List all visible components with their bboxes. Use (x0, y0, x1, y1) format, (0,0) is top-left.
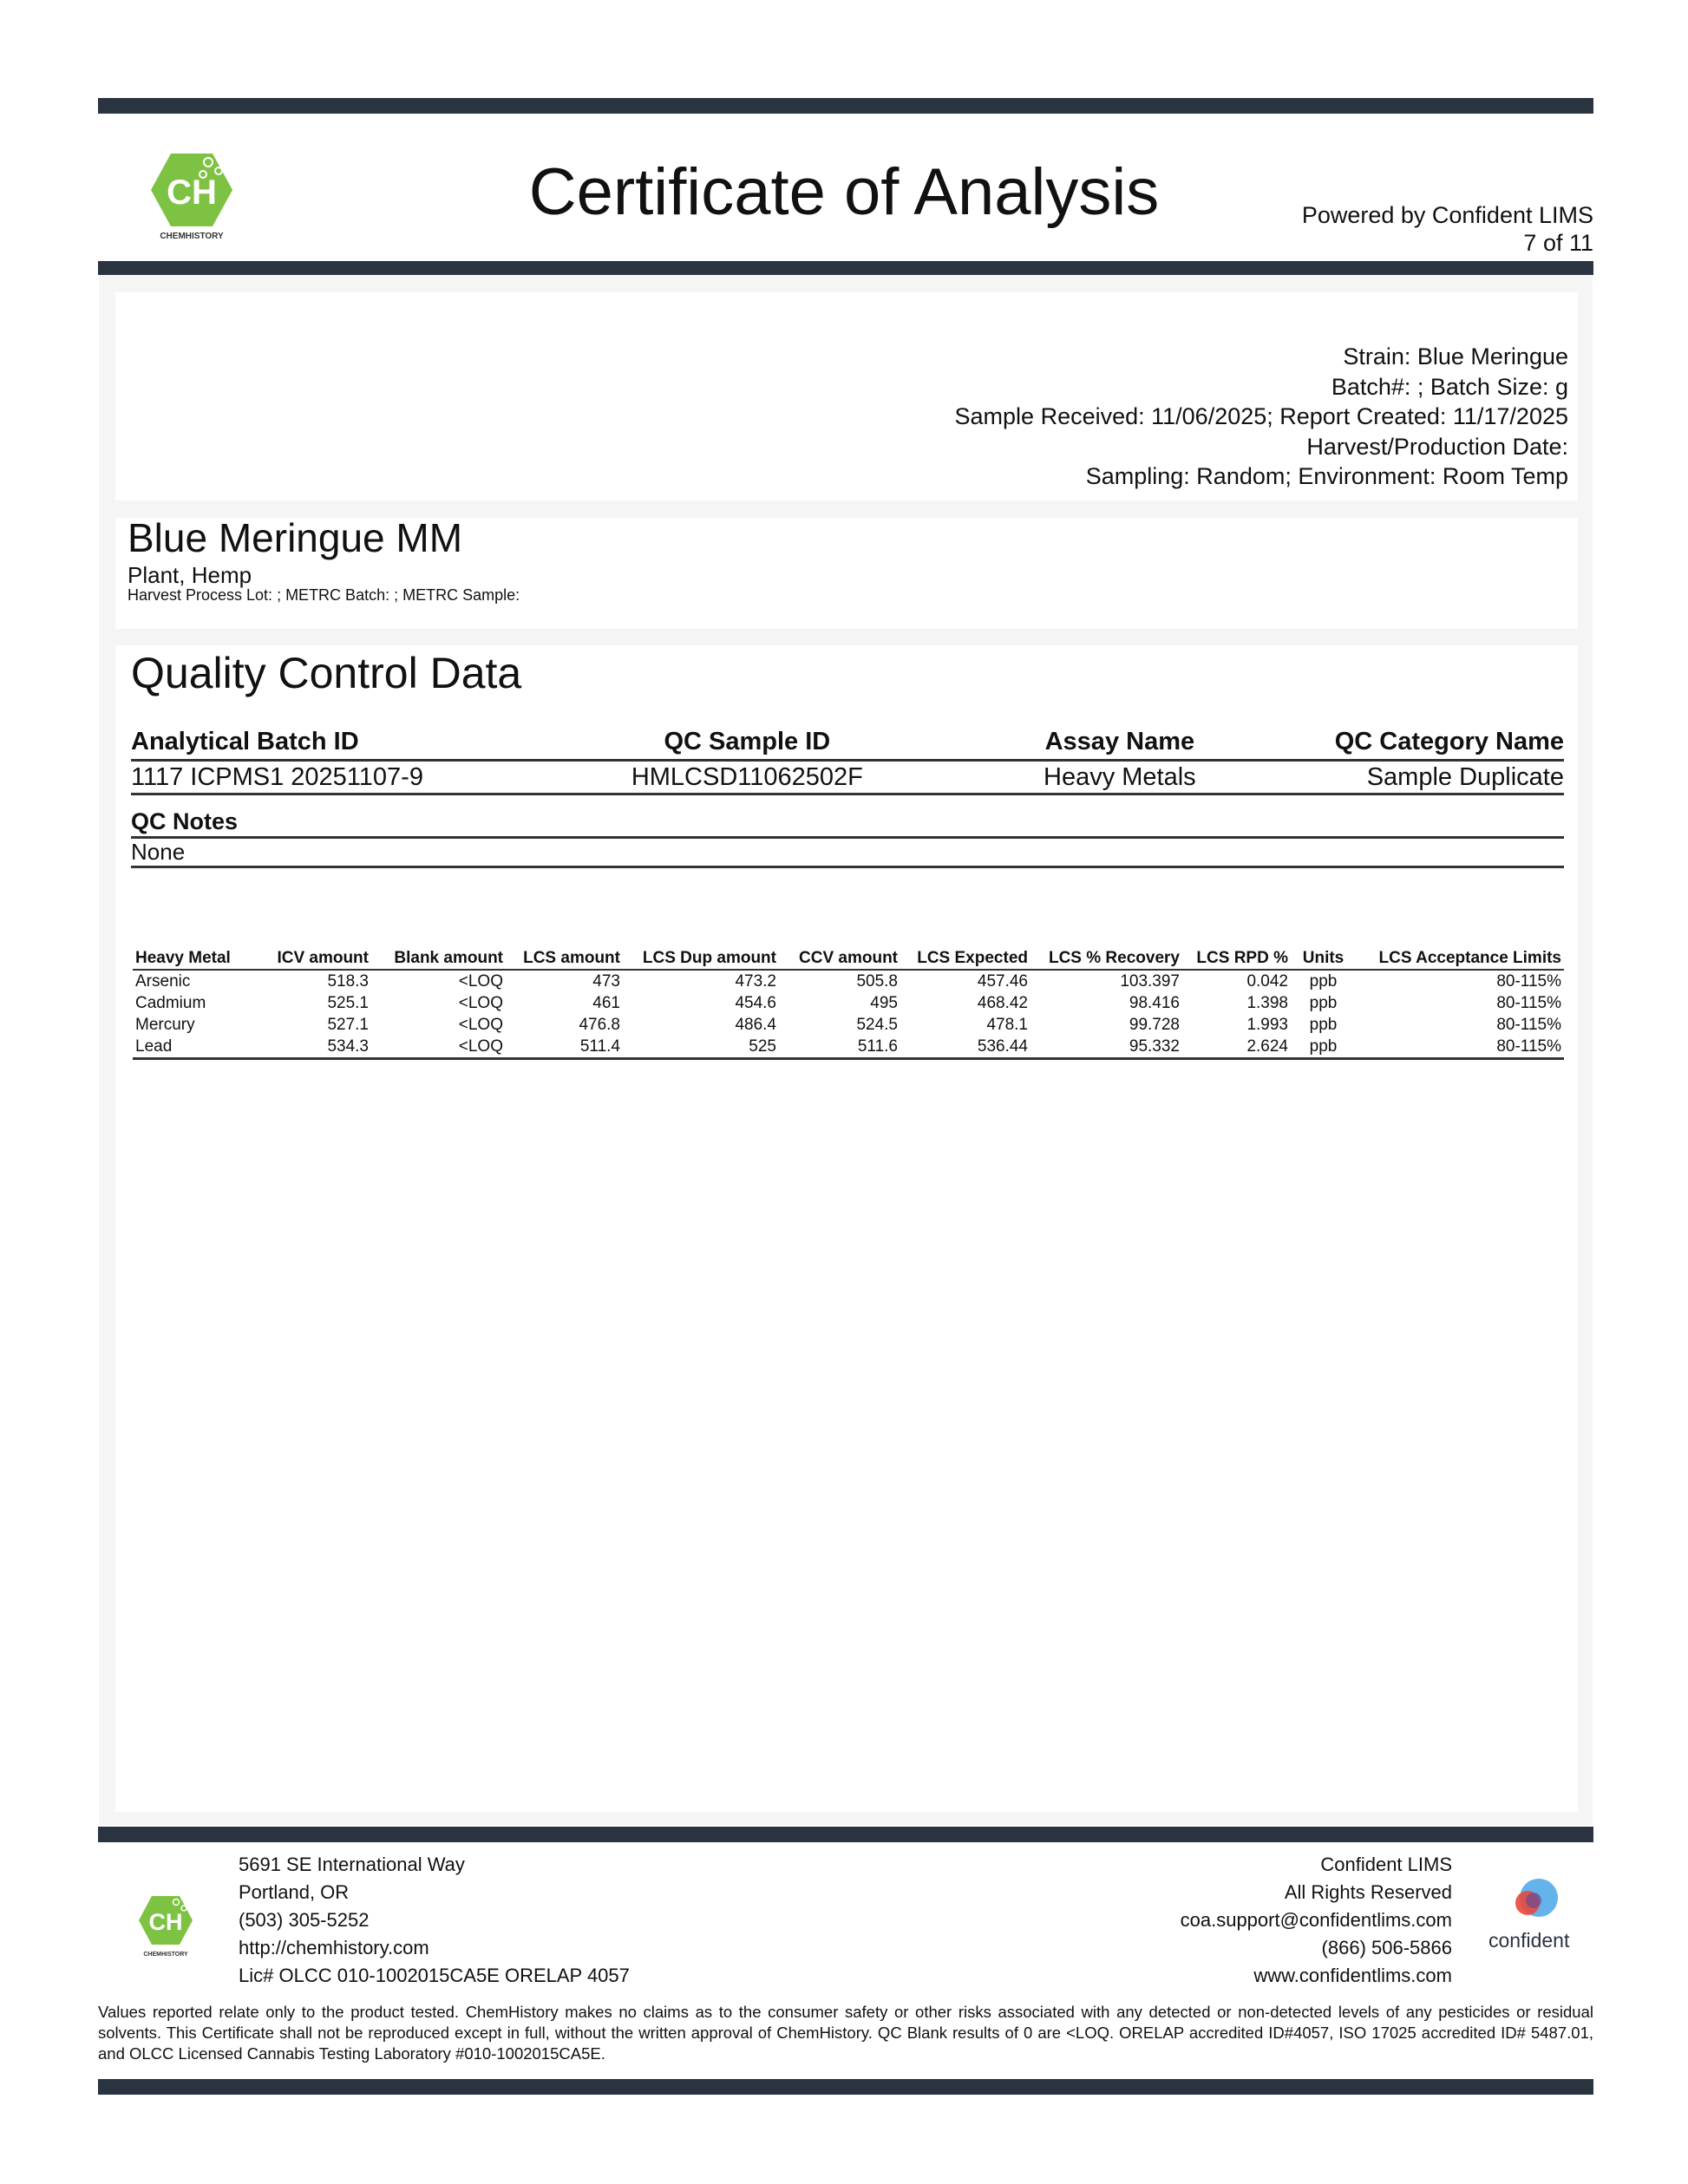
lcs-recovery: 103.397 (1120, 972, 1180, 991)
confident-logo-icon (1499, 1873, 1568, 1929)
icv-amount: 527.1 (327, 1016, 369, 1034)
blank-amount: <LOQ (458, 972, 503, 991)
table-header-row (131, 724, 1564, 761)
table-row (133, 992, 1564, 1014)
lcs-expected: 468.42 (977, 994, 1028, 1012)
units: ppb (1309, 972, 1338, 991)
icv-amount: 518.3 (327, 972, 369, 991)
header-qc-category-name: QC Category Name (1278, 724, 1564, 761)
lcs-amount: 461 (592, 994, 620, 1012)
header-acceptance-limits: LCS Acceptance Limits (1356, 948, 1564, 970)
blank-amount: <LOQ (458, 994, 503, 1012)
ccv-amount: 511.6 (779, 1036, 900, 1059)
sample-info (955, 342, 1568, 492)
header-analytical-batch-id: Analytical Batch ID (131, 724, 533, 761)
lcs-dup-amount: 486.4 (735, 1016, 776, 1034)
top-bar (98, 98, 1593, 114)
metal-name: Lead (133, 1036, 263, 1059)
batch: Batch#: ; Batch Size: g (1331, 373, 1568, 400)
header-heavy-metal: Heavy Metal (133, 948, 263, 970)
lcs-expected: 457.46 (977, 972, 1028, 991)
metal-name: Arsenic (135, 972, 191, 991)
ccv-amount: 505.8 (856, 972, 898, 991)
logo-letters: CH (167, 173, 217, 212)
powered-by (1302, 201, 1593, 257)
lims-rights: All Rights Reserved (1284, 1881, 1452, 1903)
units: ppb (1291, 1036, 1356, 1059)
confident-wordmark: confident (1488, 1929, 1570, 1952)
page-number: 7 of 11 (1523, 230, 1593, 256)
lcs-dup-amount: 525 (623, 1036, 779, 1059)
table-row (133, 1014, 1564, 1036)
lims-email: coa.support@confidentlims.com (1180, 1909, 1452, 1931)
header-lcs-expected: LCS Expected (900, 948, 1030, 970)
footer-logo-letters: CH (148, 1909, 183, 1935)
page-title: Certificate of Analysis (528, 155, 1160, 229)
footer-logo-hexagon-icon (137, 1893, 200, 1961)
qc-notes-value: None (131, 838, 1564, 868)
metal-name: Mercury (135, 1016, 195, 1034)
units: ppb (1309, 994, 1338, 1012)
lcs-rpd: 1.993 (1246, 1016, 1288, 1034)
blank-amount: <LOQ (371, 1036, 506, 1059)
ccv-amount: 524.5 (856, 1016, 898, 1034)
harvest-date: Harvest/Production Date: (1306, 433, 1568, 460)
units: ppb (1309, 1016, 1338, 1034)
header-qc-sample-id: QC Sample ID (533, 724, 963, 761)
ccv-amount: 495 (870, 994, 898, 1012)
header-ccv-amount: CCV amount (779, 948, 900, 970)
powered-by-text: Powered by Confident LIMS (1301, 202, 1593, 228)
product-name: Blue Meringue MM (128, 515, 463, 560)
qc-sample-id: HMLCSD11062502F (533, 761, 963, 794)
lcs-amount: 473 (592, 972, 620, 991)
lcs-expected: 478.1 (986, 1016, 1028, 1034)
address-license: Lic# OLCC 010-1002015CA5E ORELAP 4057 (239, 1965, 630, 1986)
table-row (133, 970, 1564, 992)
assay-name: Heavy Metals (962, 761, 1277, 794)
acceptance-limits: 80-115% (1496, 1016, 1561, 1034)
lims-website: www.confidentlims.com (1253, 1965, 1452, 1986)
sampling: Sampling: Random; Environment: Room Temp (1085, 463, 1568, 489)
lcs-recovery: 99.728 (1129, 1016, 1180, 1034)
header-lcs-recovery: LCS % Recovery (1030, 948, 1182, 970)
header-assay-name: Assay Name (962, 724, 1277, 761)
lims-info (1181, 1851, 1452, 1990)
lims-name: Confident LIMS (1320, 1854, 1452, 1875)
heavy-metals-table (133, 948, 1564, 1060)
header-blank-amount: Blank amount (371, 948, 506, 970)
qc-title: Quality Control Data (131, 649, 522, 697)
metal-name: Cadmium (135, 994, 206, 1012)
strain: Strain: Blue Meringue (1343, 343, 1568, 369)
footer-bottom-bar (98, 2079, 1593, 2095)
table-row (133, 1036, 1564, 1059)
acceptance-limits: 80-115% (1496, 972, 1561, 991)
product-type: Plant, Hemp (128, 562, 252, 588)
lcs-expected: 536.44 (900, 1036, 1030, 1059)
address-website: http://chemhistory.com (239, 1937, 429, 1958)
lcs-amount: 511.4 (506, 1036, 623, 1059)
table-row (131, 761, 1564, 794)
lab-address (239, 1851, 630, 1990)
icv-amount: 534.3 (263, 1036, 371, 1059)
lcs-recovery: 95.332 (1030, 1036, 1182, 1059)
lcs-amount: 476.8 (579, 1016, 620, 1034)
header-lcs-rpd: LCS RPD % (1182, 948, 1291, 970)
disclaimer: Values reported relate only to the product tested. ChemHistory makes no claims as to the consumer safety or other risks associated with any detected or non-detected levels of any pesticides or residual solvents. This Certificate shall not be reproduced except in full, without the written approval of ChemHistory. QC Blank results of 0 are <LOQ. ORELAP accredited ID#4057, ISO 17025 accredited ID# 5487.01, and OLCC Licensed Cannabis Testing Laboratory #010-1002015CA5E. (98, 2003, 1593, 2063)
icv-amount: 525.1 (327, 994, 369, 1012)
footer-chemhistory-logo (137, 1893, 200, 1961)
table-header-row (133, 948, 1564, 970)
header-units: Units (1291, 948, 1356, 970)
acceptance-limits: 80-115% (1356, 1036, 1564, 1059)
acceptance-limits: 80-115% (1496, 994, 1561, 1012)
address-street: 5691 SE International Way (239, 1854, 465, 1875)
qc-category-name: Sample Duplicate (1278, 761, 1564, 794)
qc-batch-table (131, 724, 1564, 795)
footer-top-bar (98, 1827, 1593, 1842)
lims-phone: (866) 506-5866 (1321, 1937, 1452, 1958)
address-city: Portland, OR (239, 1881, 350, 1903)
qc-notes-label: QC Notes (131, 807, 1564, 839)
lcs-rpd: 1.398 (1246, 994, 1288, 1012)
header-icv-amount: ICV amount (263, 948, 371, 970)
lcs-rpd: 2.624 (1182, 1036, 1291, 1059)
analytical-batch-id: 1117 ICPMS1 20251107-9 (131, 761, 533, 794)
address-phone: (503) 305-5252 (239, 1909, 370, 1931)
lcs-dup-amount: 454.6 (735, 994, 776, 1012)
blank-amount: <LOQ (458, 1016, 503, 1034)
sample-received: Sample Received: 11/06/2025; Report Created: 11/17/2025 (954, 403, 1568, 429)
confident-logo (1499, 1873, 1568, 1929)
lcs-rpd: 0.042 (1246, 972, 1288, 991)
lcs-recovery: 98.416 (1129, 994, 1180, 1012)
header-lcs-dup-amount: LCS Dup amount (623, 948, 779, 970)
logo-text: CHEMHISTORY (160, 232, 224, 241)
product-lots: Harvest Process Lot: ; METRC Batch: ; METRC Sample: (128, 586, 520, 604)
header-lcs-amount: LCS amount (506, 948, 623, 970)
footer-logo-text: CHEMHISTORY (143, 1952, 188, 1958)
header-bottom-bar (98, 261, 1593, 275)
lcs-dup-amount: 473.2 (735, 972, 776, 991)
